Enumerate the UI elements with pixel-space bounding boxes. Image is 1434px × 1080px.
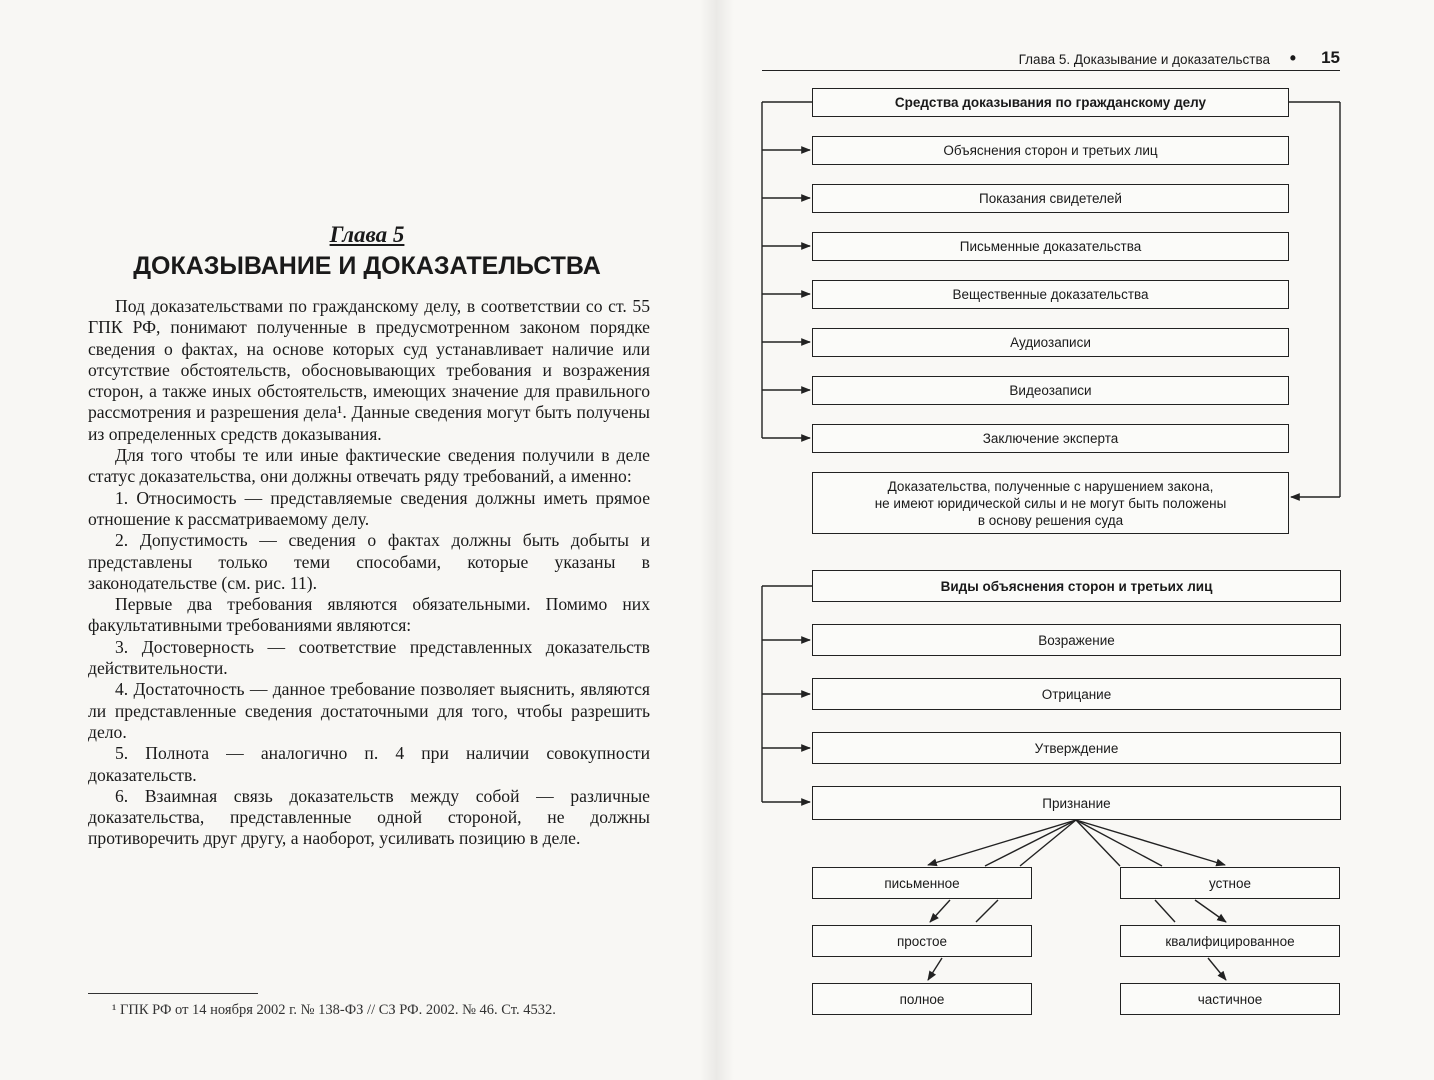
paragraph: 1. Относимость — представляемые сведения должны иметь прямое отношение к рассматриваемому делу. xyxy=(88,487,650,529)
note-line: Доказательства, полученные с нарушением закона, xyxy=(887,478,1214,494)
page-number: 15 xyxy=(1321,48,1340,67)
paragraph: Под доказательствами по гражданскому делу, в соответствии со ст. 55 ГПК РФ, понимают полученные в предусмотренном законом порядке сведения о фактах, на основе которых суд устанавливает наличие или отсутствие обстоятельств, обосновывающих требования и возражения сторон, а также иных обстоятельств, имеющих значение для правильного рассмотрения и разрешения дела¹. Данные сведения могут быть получены из определенных средств доказывания. xyxy=(88,296,650,444)
header-bullet: • xyxy=(1289,48,1296,68)
diagram1-item-box: Показания свидетелей xyxy=(812,184,1289,213)
note-line: в основу решения суда xyxy=(977,512,1124,528)
chapter-title: ДОКАЗЫВАНИЕ И ДОКАЗАТЕЛЬСТВА xyxy=(133,252,601,280)
form-box-oral: устное xyxy=(1120,867,1340,899)
diagram1-item-box: Письменные доказательства xyxy=(812,232,1289,261)
diagram2-item-box: Отрицание xyxy=(812,678,1341,710)
form-box-written: письменное xyxy=(812,867,1032,899)
note-line: не имеют юридической силы и не могут быть положены xyxy=(874,495,1227,511)
chapter-label: Глава 5 xyxy=(329,222,405,247)
paragraph: 6. Взаимная связь доказательств между собой — различные доказательства, представленные одной стороной, не должны противоречить друг другу, а наоборот, усиливать позицию в деле. xyxy=(88,785,650,849)
diagram1-item-box: Заключение эксперта xyxy=(812,424,1289,453)
diagram1-item-box: Видеозаписи xyxy=(812,376,1289,405)
diagram2-item-box: Утверждение xyxy=(812,732,1341,764)
paragraph: 2. Допустимость — сведения о фактах должны быть добыты и представлены только теми способами, которые указаны в законодательстве (см. рис. 11). xyxy=(88,530,650,593)
diagram1-item-box: Вещественные доказательства xyxy=(812,280,1289,309)
diagram2-item-box: Признание xyxy=(812,786,1341,820)
diagram1-item-box: Аудиозаписи xyxy=(812,328,1289,357)
paragraph: 3. Достоверность — соответствие представленных доказательств действительности. xyxy=(88,636,650,679)
sub-box-partial: частичное xyxy=(1120,983,1340,1015)
diagram1-head-box: Средства доказывания по гражданскому делу xyxy=(812,88,1289,117)
footnote: ¹ ГПК РФ от 14 ноября 2002 г. № 138-ФЗ // СЗ РФ. 2002. № 46. Ст. 4532. xyxy=(112,1002,556,1018)
paragraph: 5. Полнота — аналогично п. 4 при наличии совокупности доказательств. xyxy=(88,743,650,785)
running-header-title: Глава 5. Доказывание и доказательства xyxy=(1018,52,1270,67)
diagram2-item-box: Возражение xyxy=(812,624,1341,656)
diagram1-note-box xyxy=(812,472,1289,534)
diagram1-item-box: Объяснения сторон и третьих лиц xyxy=(812,136,1289,165)
sub-box-simple: простое xyxy=(812,925,1032,957)
paragraph: Первые два требования являются обязательными. Помимо них факультативными требованиями являются: xyxy=(88,594,650,636)
paragraph: Для того чтобы те или иные фактические сведения получили в деле статус доказательства, они должны отвечать ряду требований, а именно: xyxy=(88,445,650,487)
sub-box-full: полное xyxy=(812,983,1032,1015)
diagram2-head-box: Виды объяснения сторон и третьих лиц xyxy=(812,570,1341,602)
sub-box-qualified: квалифицированное xyxy=(1120,925,1340,957)
paragraph: 4. Достаточность — данное требование позволяет выяснить, являются ли представленные сведения достаточными для того, чтобы разрешить дело. xyxy=(88,679,650,742)
